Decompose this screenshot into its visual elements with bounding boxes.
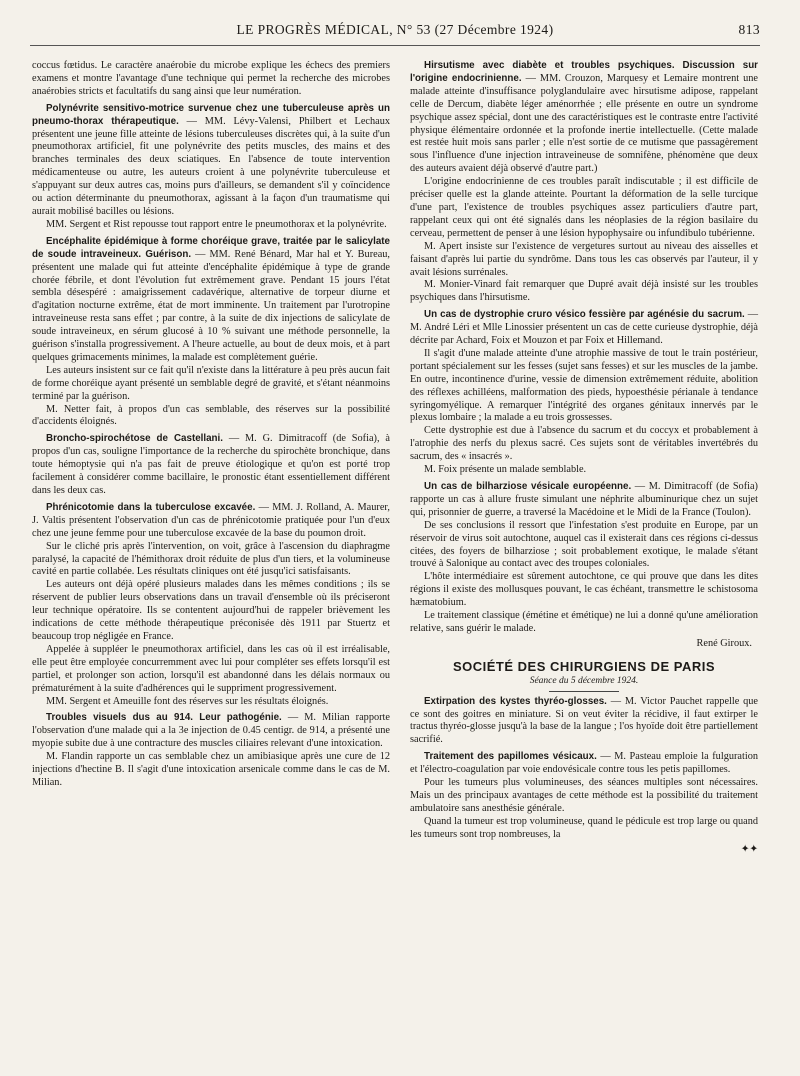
paragraph: L'hôte intermédiaire est sûrement autochtone, ce qui prouve que dans les dites régions il existe des mollusques pouvant, le cas échéant, transmettre le schistosoma hæmatobium. [410, 571, 758, 609]
author-signature: René Giroux. [696, 637, 752, 649]
journal-title: LE PROGRÈS MÉDICAL, N° 53 (27 Décembre 1924) [236, 22, 554, 37]
paragraph-body: — M. G. Dimitracoff (de Sofia), à propos d'un cas, souligne l'importance de la recherche du spirochète bronchique, dans toute hémoptysie qui n'a pas fait de preuve étiologique et qu'on est porté trop facilement à considérer comme bacillaire, le pronostic étant essentiellement différent dans les deux cas. [32, 433, 390, 496]
paragraph-body: — MM. J. Rolland, A. Maurer, J. Valtis présentent l'observation d'un cas de phrénicotomie pratiquée pour l'un d'eux chez une jeune femme pour une tuberculose excavée de la base du poumon droit. [32, 501, 390, 539]
paragraph: M. Monier-Vinard fait remarquer que Dupré avait déjà insisté sur les troubles psychiques dans l'hirsutisme. [410, 279, 758, 304]
paragraph: Les auteurs ont déjà opéré plusieurs malades dans les mêmes conditions ; ils se réservent de publier leurs observations dans un travail d'ensemble où ils préciseront leur technique opératoire. Ils se contentent aujourd'hui de rappeler brièvement les indications de cette méthode thérapeutique préconisée dès 1911 par Stuertz et beaucoup trop négligée en France. [32, 579, 390, 642]
paragraph: De ses conclusions il ressort que l'infestation s'est produite en Europe, par un réservoir de virus soit autochtone, auquel cas il existerait dans ces régions ci-dessus citées, des foyers de bilharziose ; soit probablement exotique, le malade s'étant trouvé à Salonique au contact avec des troupes coloniales. [410, 519, 758, 570]
paragraph: coccus fœtidus. Le caractère anaérobie du microbe explique les échecs des premiers examens et montre l'avantage d'une technique qui permet la recherche des microbes anaérobies stricts et facultatifs du sang ainsi que leur numération. [32, 60, 390, 97]
paragraph-body: — MM. Crouzon, Marquesy et Lemaire montrent une malade atteinte d'insuffisance polyglandulaire avec hirsutisme adipose, rappelant celle de Dercum, diabète léger aménorrhée ; elle présente en outre un syndrome psychique assez spécial, dont une des caractéristiques est le contraste entre l'activité physique élémentaire ordonnée et la profonde inertie intellectuelle. (Cette malade est restée huit mois sans parler ; elle n'est sortie de ce mutisme que passagèrement sous l'influence d'une injection intraveineuse de somnifène, phénomène que deux des auteurs avaient déjà observé d'autre part.) [410, 72, 758, 175]
paragraph [32, 103, 390, 219]
section-title: Encéphalite épidémique à forme choréique grave, traitée par le salicylate de soude intraveineux. Guérison. [32, 235, 390, 260]
section-title: Broncho-spirochétose de Castellani. [46, 433, 223, 445]
paragraph [410, 60, 758, 176]
session-date: Séance du 5 décembre 1924. [529, 675, 639, 686]
paragraph: MM. Sergent et Rist repousse tout rapport entre le pneumothorax et la polynévrite. [46, 218, 387, 230]
paragraph-body: — M. Pasteau emploie la fulguration et l'électro-coagulation par voie endovésicale contre tous les petis papillomes. [410, 751, 759, 776]
paragraph: Appelée à suppléer le pneumothorax artificiel, dans les cas où il est irréalisable, elle peut être employée concurremment avec lui pour compléter ses effets lorsqu'il est partiel, et prolonger son action, lorsqu'il est abandonné dans les délais normaux ou prématurément à la suite d'adhérences qui le suppriment progressivement. [32, 643, 390, 694]
paragraph: Cette dystrophie est due à l'absence du sacrum et du coccyx et probablement à l'atrophie des nerfs du plexus sacré. Ces sujets sont de véritables invertébrés du sacrum, des « insacrés ». [410, 425, 758, 463]
paragraph: Quand la tumeur est trop volumineuse, quand le pédicule est trop large ou quand les tumeurs sont trop nombreuses, la [410, 815, 758, 840]
section-title: Extirpation des kystes thyréo-glosses. [424, 695, 607, 707]
society-heading: SOCIÉTÉ DES CHIRURGIENS DE PARIS [452, 658, 716, 674]
paragraph: Il s'agit d'une malade atteinte d'une atrophie massive de tout le train postérieur, portant spécialement sur les fesses (sujet sans fesses) et sur les muscles de la jambe. En outre, incontinence d'urine, vessie de dimension extrêmement réduite, abolition des réflexes achilléens, malformation des pieds, hypoesthésie périanale à tendance syringomyélique. A remarquer l'intégrité des organes génitaux innervés par le plexus lombaire ; la malade a eu trois grossesses. [410, 347, 758, 424]
running-header [30, 22, 760, 42]
section-title: Hirsutisme avec diabète et troubles psychiques. Discussion sur l'origine endocrinienne. [410, 60, 758, 84]
paragraph: Le traitement classique (émétine et émétique) ne lui a donné qu'une amélioration relative, sans guérir le malade. [410, 610, 758, 634]
paragraph-body: — MM. René Bénard, Mar hal et Y. Bureau, présentent une malade qui fut atteinte d'encéphalite épidémique à type de grande chorée fébrile, et dont l'évolution fut extrêmement grave. Pendant 15 jours l'état sembla désespéré : amaigrissement cadavérique, alternative de torpeur diurne et d'agitation nocturne extrême, état de mort imminente. Un traitement par l'urotropine intraveineuse resta sans effet ; par contre, à la suite de dix injections de salicylate de soude intraveineux, en sérum glucosé à 10 % suivant une méthode personnelle, la guérison s'installa progressivement. A l'heure actuelle, au bout de deux mois, et à part quelques grimacements minimes, la malade est complètement guérie. [32, 248, 390, 363]
paragraph: M. Foix présente un malade semblable. [424, 464, 587, 476]
paragraph: Les auteurs insistent sur ce fait qu'il n'existe dans la littérature à peu près aucun fait de forme choréique ayant présenté un semblable degré de gravité, et s'étant néanmoins terminé par la guérison. [32, 364, 390, 402]
paragraph-body: — MM. Lévy-Valensi, Philbert et Lechaux présentent une jeune fille atteinte de lésions tuberculeuses discrètes qui, à la suite d'un pneumothorax artificiel, fit une polynévrite des petits muscles, des mains et des branches terminales des deux sciatiques. En l'absence de toute intervention médicamenteuse ou autre, les auteurs croient à une polynévrite tuberculeuse et s'appuyant sur deux autres cas, moins purs d'ailleurs, se demandent s'il y coïncidence ou action déterminante du pneumothorax, agissant à la façon d'un traumatisme qui aurait mobilisé bacilles ou lésions. [32, 115, 390, 217]
paragraph [32, 433, 390, 498]
paragraph: M. Apert insiste sur l'existence de vergetures surtout au niveau des aisselles et faisant d'après lui partie du syndrôme. Dans tous les cas observés par l'auteur, il y avait lésions surrénales. [410, 240, 758, 278]
paragraph: Pour les tumeurs plus volumineuses, des séances multiples sont nécessaires. Mais un des principaux avantages de cette méthode est la possibilité du traitement ambulatoire sans anesthésie générale. [410, 777, 758, 814]
page-number: 813 [738, 22, 760, 37]
paragraph-body: — M. Dimitracoff (de Sofia) rapporte un cas à allure fruste simulant une néphrite albuminurique chez un sujet qui, prisonnier de guerre, a traversé la Macédoine et le Midi de la France (Toulon). [410, 481, 758, 518]
right-column [410, 60, 758, 856]
section-title: Phrénicotomie dans la tuberculose excavée. [46, 501, 256, 513]
paragraph: M. Flandin rapporte un cas semblable chez un amibiasique après une cure de 12 injections d'hectine B. Il s'agit d'une intoxication arsenicale comme dans le cas de M. Milian. [32, 751, 390, 788]
section-title: Troubles visuels dus au 914. Leur pathogénie. [46, 712, 282, 724]
paragraph: Sur le cliché pris après l'intervention, on voit, grâce à l'ascension du diaphragme paralysé, la capacité de l'hémithorax droit réduite de plus d'un tiers, et la volumineuse cavité en partie collabée. Les résultats cliniques ont été jusqu'ici satisfaisants. [32, 540, 390, 578]
section-title: Polynévrite sensitivo-motrice survenue chez une tuberculeuse après un pneumo-thorax thérapeutique. [32, 102, 390, 127]
section-title: Traitement des papillomes vésicaux. [424, 751, 597, 763]
header-rule [30, 45, 760, 46]
section-divider [549, 691, 619, 692]
paragraph [410, 481, 758, 520]
paragraph [410, 751, 758, 777]
paragraph: MM. Sergent et Ameuille font des réserves sur les résultats éloignés. [46, 695, 329, 707]
paragraph [32, 502, 390, 541]
paragraph [32, 712, 390, 751]
section-title: Un cas de bilharziose vésicale européenne. [424, 481, 632, 492]
paragraph [32, 236, 390, 365]
paragraph [410, 696, 758, 748]
paragraph: M. Netter fait, à propos d'un cas semblable, des réserves sur la possibilité d'accidents éloignés. [32, 403, 390, 428]
section-title: Un cas de dystrophie cruro vésico fessière par agénésie du sacrum. [424, 309, 745, 321]
paragraph: L'origine endocrinienne de ces troubles paraît indiscutable ; il est difficile de préciser quelle est la glande atteinte. Pourtant la déformation de la selle turcique d'une part, l'existence de troubles psychiques assez particuliers d'autre part, rappelant ceux qui ont été signalés dans les néoplasies de la région basilaire du cerveau, permettent de penser à une lésion hypophysaire ou infundibulo tubérienne. [410, 176, 758, 239]
ornament-icon: ✦✦ [740, 843, 758, 855]
paragraph-body: — M. Milian rapporte l'observation d'une malade qui a la 3e injection de 0.45 centigr. de 914, a présenté une myopie subite due à une contracture des muscles ciliaires relevant d'une intoxication. [32, 712, 390, 750]
paragraph-body: — M. André Léri et Mlle Linossier présentent un cas de cette curieuse dystrophie, déjà décrite par Achard, Foix et Mouzon et par Foix et Hillemand. [410, 309, 758, 347]
paragraph [410, 309, 758, 348]
left-column [32, 60, 390, 790]
paragraph-body: — M. Victor Pauchet rappelle que ce sont des goitres en miniature. Si on veut éviter la récidive, il faut extirper le tractus thyréo-glosse jusqu'à la base de la langue ; l'os hyoïde doit être partiellement sacrifié. [410, 695, 758, 746]
